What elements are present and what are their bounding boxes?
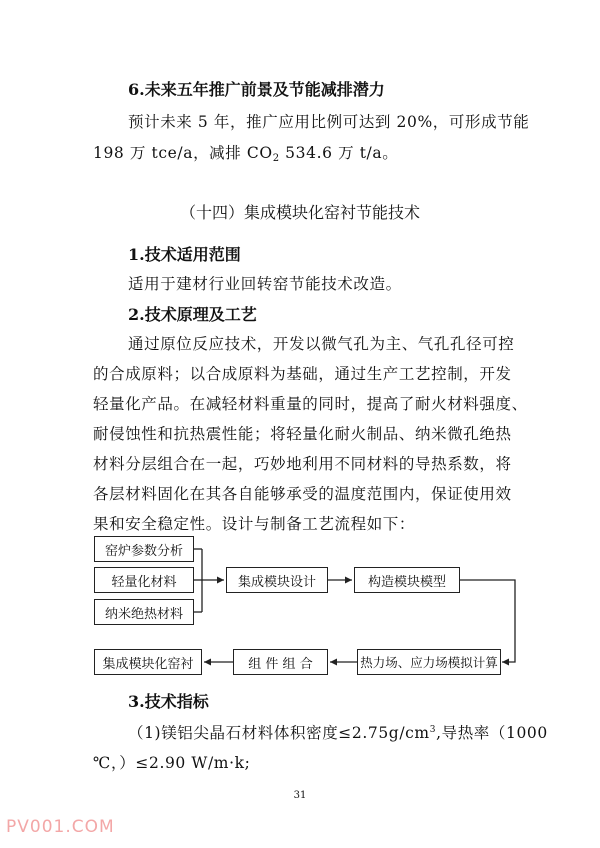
principle-line-4: 耐侵蚀性和抗热震性能；将轻量化耐火制品、纳米微孔绝热	[93, 425, 512, 443]
principle-line-2: 的合成原料；以合成原料为基础，通过生产工艺控制，开发	[93, 365, 512, 383]
scope-heading: 1.技术适用范围	[128, 245, 241, 264]
principle-line-1: 通过原位反应技术，开发以微气孔为主、气孔孔径可控	[128, 335, 515, 353]
spec-heading: 3.技术指标	[128, 692, 209, 711]
principle-line-3: 轻量化产品。在减轻材料重量的同时，提高了耐火材料强度、	[93, 395, 528, 413]
box-component-assembly: 组 件 组 合	[233, 649, 328, 675]
section-14-title: （十四）集成模块化窑衬节能技术	[179, 203, 420, 222]
principle-heading: 2.技术原理及工艺	[128, 305, 257, 324]
section-6-line-1: 预计未来 5 年，推广应用比例可达到 20%，可形成节能	[128, 113, 530, 131]
page-number: 31	[293, 790, 307, 801]
box-integrated-module-design: 集成模块设计	[226, 567, 328, 593]
box-nano-insulation-material: 纳米绝热材料	[94, 599, 194, 625]
spec-line-1: （1)镁铝尖晶石材料体积密度$\le 2.75g/cm^3$,导热率（1000	[128, 724, 548, 742]
watermark-text: PV001.COM	[6, 817, 115, 837]
box-kiln-parameter-analysis: 窑炉参数分析	[94, 536, 194, 562]
scope-text: 适用于建材行业回转窑节能技术改造。	[128, 275, 402, 293]
box-modular-kiln-lining: 集成模块化窑衬	[94, 649, 202, 675]
principle-line-5: 材料分层组合在一起，巧妙地利用不同材料的导热系数，将	[93, 455, 512, 473]
principle-line-7: 果和安全稳定性。设计与制备工艺流程如下：	[93, 515, 416, 533]
box-module-model: 构造模块模型	[354, 567, 460, 593]
box-lightweight-material: 轻量化材料	[94, 567, 194, 593]
spec-line-2: ℃，）≤2.90 W/m·k;	[93, 754, 251, 772]
principle-line-6: 各层材料固化在其各自能够承受的温度范围内，保证使用效	[93, 485, 512, 503]
section-6-line-2: 198 万 tce/a，减排 $CO_2$ 534.6 万 t/a。	[93, 144, 399, 164]
section-6-heading: 6.未来五年推广前景及节能减排潜力	[128, 80, 385, 99]
box-field-simulation: 热力场、应力场模拟计算	[357, 649, 501, 675]
